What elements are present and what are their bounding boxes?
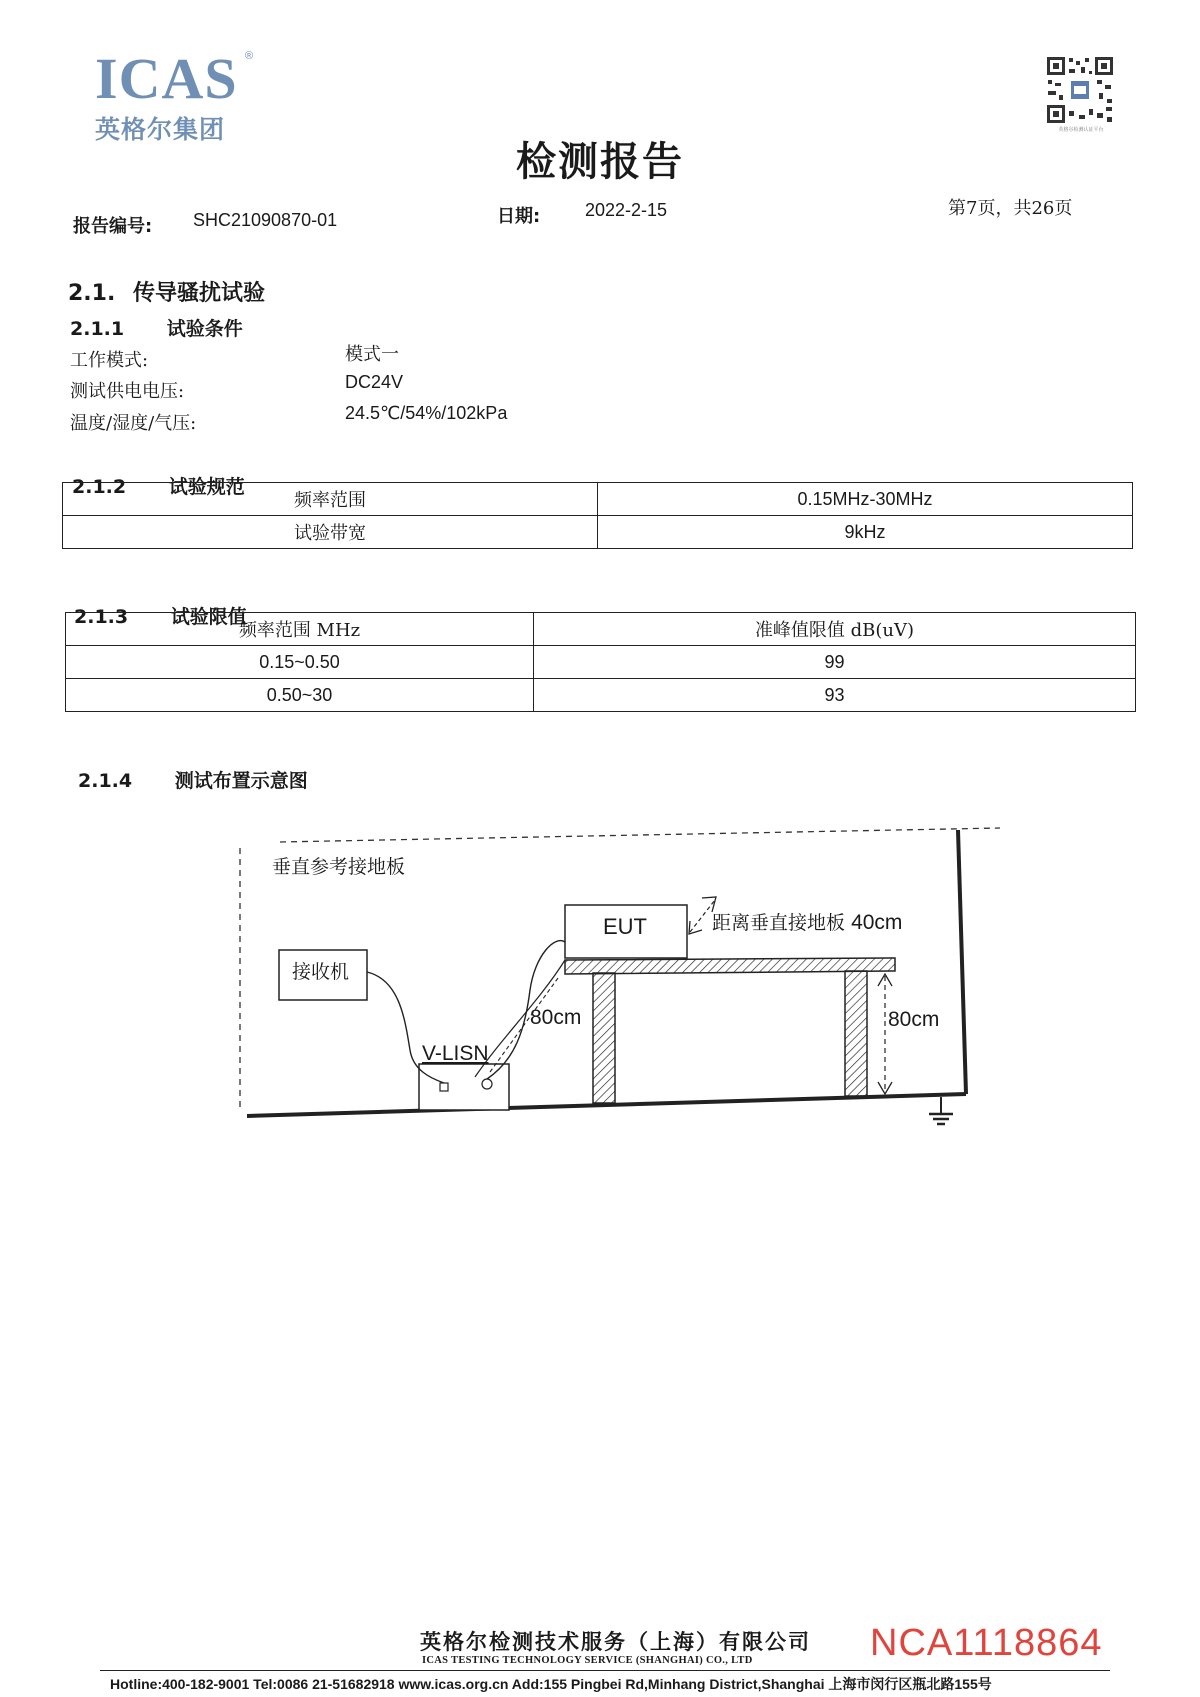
qr-caption: 英格尔检测认证平台 — [1058, 127, 1104, 133]
condition-label: 温度/湿度/气压: — [70, 413, 197, 434]
section-number: 2.1. — [68, 281, 116, 306]
ground-icon — [929, 1097, 953, 1124]
page-info: 第7页，共26页 — [948, 198, 1073, 219]
report-number-label: 报告编号: — [73, 216, 153, 237]
table-cell: 0.15MHz-30MHz — [598, 483, 1133, 516]
receiver-label: 接收机 — [292, 961, 350, 983]
wall-label: 垂直参考接地板 — [272, 856, 406, 878]
serial-number: NCA1118864 — [870, 1622, 1103, 1664]
logo-wordmark: ICAS — [95, 46, 238, 111]
limits-number: 2.1.3 — [74, 606, 129, 628]
section-title: 传导骚扰试验 — [133, 281, 266, 306]
table-cell: 频率范围 — [63, 483, 598, 516]
footer-company-en: ICAS TESTING TECHNOLOGY SERVICE (SHANGHAI) CO., LTD — [422, 1655, 753, 1666]
footer-contact: Hotline:400-182-9001 Tel:0086 21-51682918 www.icas.org.cn Add:155 Pingbei Rd,Minhang District,Shanghai 上海市闵行区瓶北路155号 — [110, 1676, 992, 1692]
condition-value: DC24V — [345, 372, 404, 392]
limits-title: 试验限值 — [170, 606, 247, 628]
report-date: 2022-2-15 — [585, 200, 668, 220]
table-cell: 0.15~0.50 — [66, 646, 534, 679]
diagram-number: 2.1.4 — [78, 770, 133, 792]
table-header-cell: 频率范围 MHz — [66, 613, 534, 646]
table-height-label: 80cm — [888, 1008, 940, 1031]
eut-label: EUT — [603, 914, 647, 939]
wall-dashed-top — [280, 828, 1000, 842]
table-cell: 9kHz — [598, 516, 1133, 549]
condition-label: 测试供电电压: — [70, 381, 185, 402]
cable-length-label: 80cm — [530, 1006, 582, 1029]
conditions-number: 2.1.1 — [70, 318, 125, 340]
table-leg-right — [845, 971, 867, 1096]
lisn-box — [419, 1064, 509, 1110]
table-cell: 0.50~30 — [66, 679, 534, 712]
condition-label: 工作模式: — [70, 350, 149, 371]
distance-value: 40cm — [851, 911, 903, 934]
footer-divider — [100, 1670, 1110, 1671]
table-cell: 93 — [534, 679, 1136, 712]
table-cell: 99 — [534, 646, 1136, 679]
date-label: 日期: — [497, 206, 541, 227]
registered-mark: ® — [245, 50, 254, 62]
spec-number: 2.1.2 — [72, 476, 127, 498]
vertical-ground-plane — [958, 830, 966, 1094]
condition-value: 模式一 — [345, 344, 399, 365]
table-cell: 试验带宽 — [63, 516, 598, 549]
conditions-title: 试验条件 — [166, 318, 243, 340]
table-header-cell: 准峰值限值 dB(uV) — [534, 613, 1136, 646]
condition-value: 24.5℃/54%/102kPa — [345, 403, 508, 423]
table-leg-left — [593, 973, 615, 1103]
distance-label — [712, 908, 902, 935]
spec-title: 试验规范 — [168, 476, 245, 498]
distance-text: 距离垂直接地板 — [712, 912, 846, 934]
report-number: SHC21090870-01 — [193, 210, 338, 230]
logo-subtitle: 英格尔集团 — [95, 115, 226, 144]
diagram-title: 测试布置示意图 — [174, 770, 308, 792]
lisn-label: V-LISN — [422, 1042, 489, 1065]
footer-company-cn: 英格尔检测技术服务（上海）有限公司 — [420, 1629, 811, 1654]
page-title: 检测报告 — [516, 139, 684, 185]
